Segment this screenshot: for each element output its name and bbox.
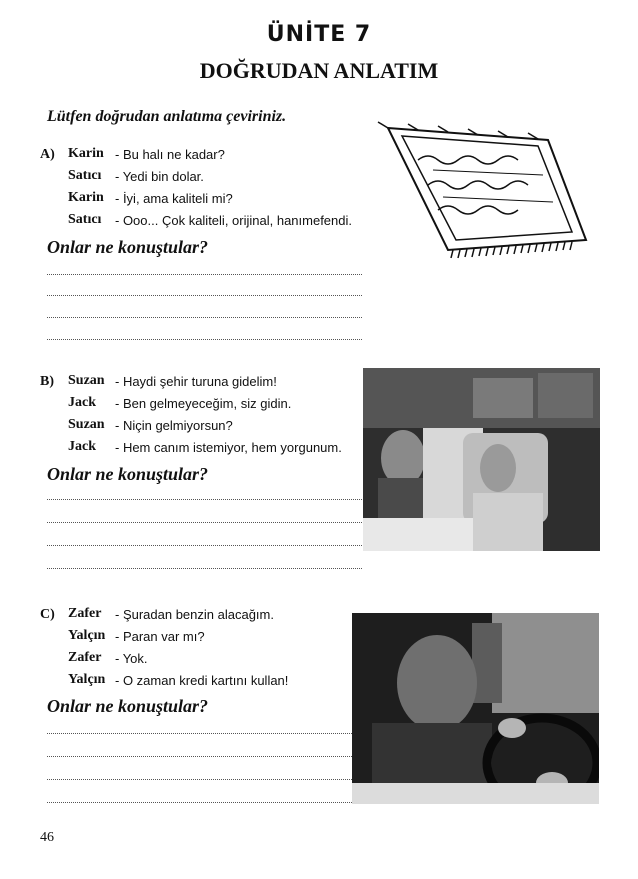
dialogue-text: - Yok. bbox=[115, 651, 148, 666]
speaker-name: Satıcı bbox=[68, 212, 102, 227]
dialogue-text: - Ben gelmeyeceğim, siz gidin. bbox=[115, 396, 292, 411]
speaker-name: Karin bbox=[68, 146, 104, 161]
speaker-name: Satıcı bbox=[68, 168, 102, 183]
bus-passengers-photo bbox=[363, 368, 600, 551]
speaker-name: Yalçın bbox=[68, 628, 106, 643]
unit-title: ÜNİTE 7 bbox=[266, 22, 372, 47]
answer-line[interactable] bbox=[47, 522, 362, 523]
speaker-name: Karin bbox=[68, 190, 104, 205]
carpet-illustration bbox=[358, 100, 598, 260]
speaker-name: Jack bbox=[68, 395, 96, 410]
answer-line[interactable] bbox=[47, 317, 362, 318]
dialogue-text: - İyi, ama kaliteli mi? bbox=[115, 191, 233, 206]
answer-line[interactable] bbox=[47, 802, 362, 803]
speaker-name: Zafer bbox=[68, 650, 102, 665]
dialogue-text: - Yedi bin dolar. bbox=[115, 169, 204, 184]
page-number: 46 bbox=[40, 830, 54, 845]
instruction-text: Lütfen doğrudan anlatıma çeviriniz. bbox=[47, 108, 287, 125]
dialogue-text: - Paran var mı? bbox=[115, 629, 205, 644]
dialogue-text: - Niçin gelmiyorsun? bbox=[115, 418, 233, 433]
question-heading: Onlar ne konuştular? bbox=[47, 696, 209, 716]
section-letter: A) bbox=[40, 147, 55, 162]
dialogue-text: - Hem canım istemiyor, hem yorgunum. bbox=[115, 440, 342, 455]
speaker-name: Jack bbox=[68, 439, 96, 454]
section-b bbox=[40, 369, 370, 574]
answer-line[interactable] bbox=[47, 756, 362, 757]
question-heading: Onlar ne konuştular? bbox=[47, 237, 209, 257]
section-a bbox=[40, 142, 370, 342]
answer-line[interactable] bbox=[47, 339, 362, 340]
answer-line[interactable] bbox=[47, 545, 362, 546]
answer-line[interactable] bbox=[47, 274, 362, 275]
dialogue-text: - Haydi şehir turuna gidelim! bbox=[115, 374, 277, 389]
dialogue-text: - Ooo... Çok kaliteli, orijinal, hanımefendi. bbox=[115, 213, 352, 228]
answer-line[interactable] bbox=[47, 779, 362, 780]
dialogue-text: - Şuradan benzin alacağım. bbox=[115, 607, 274, 622]
answer-line[interactable] bbox=[47, 733, 362, 734]
speaker-name: Zafer bbox=[68, 606, 102, 621]
answer-line[interactable] bbox=[47, 295, 362, 296]
dialogue-text: - O zaman kredi kartını kullan! bbox=[115, 673, 289, 688]
speaker-name: Suzan bbox=[68, 417, 105, 432]
section-c bbox=[40, 603, 370, 808]
speaker-name: Suzan bbox=[68, 373, 105, 388]
question-heading: Onlar ne konuştular? bbox=[47, 464, 209, 484]
section-letter: C) bbox=[40, 607, 55, 622]
dialogue-text: - Bu halı ne kadar? bbox=[115, 147, 225, 162]
answer-line[interactable] bbox=[47, 499, 362, 500]
page-title: DOĞRUDAN ANLATIM bbox=[199, 58, 439, 83]
answer-line[interactable] bbox=[47, 568, 362, 569]
speaker-name: Yalçın bbox=[68, 672, 106, 687]
section-letter: B) bbox=[40, 374, 54, 389]
driver-photo bbox=[352, 613, 599, 804]
